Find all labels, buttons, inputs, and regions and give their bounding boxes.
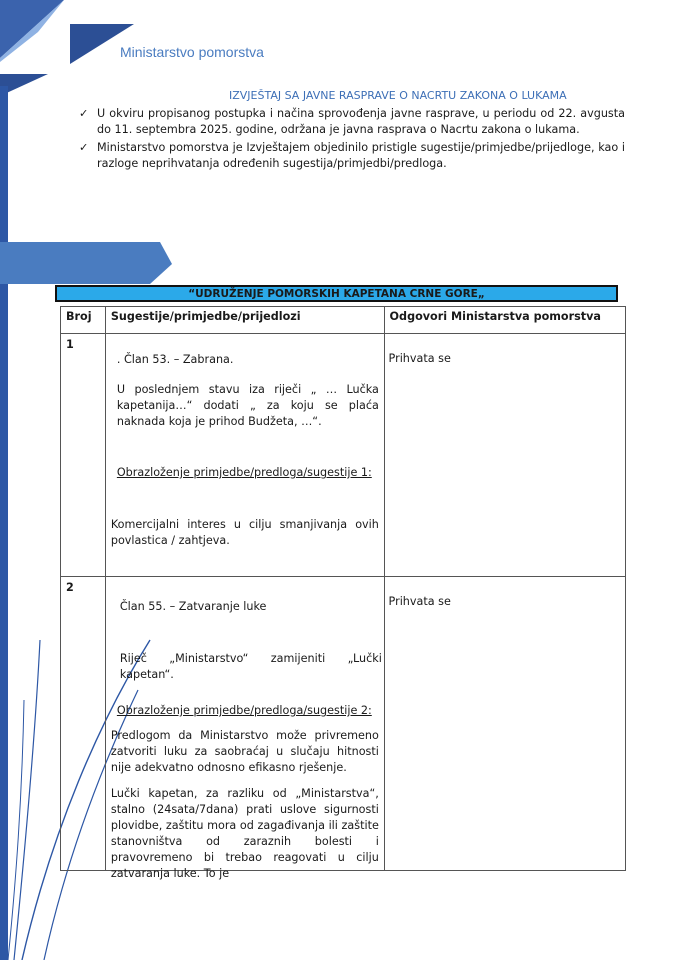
intro-item [79, 140, 625, 172]
suggestions-table [60, 306, 626, 880]
intro-list [79, 106, 625, 174]
answer-cell: Prihvata se [384, 334, 625, 577]
organization-banner: “UDRUŽENJE POMORSKIH KAPETANA CRNE GORE„ [55, 285, 618, 302]
suggestion-text: Riječ „Ministarstvo“ zamijeniti „Lučki kapetan“. [119, 652, 382, 681]
suggestion-cell [105, 577, 384, 880]
answer-cell: Prihvata se [384, 577, 625, 871]
intro-text: Ministarstvo pomorstva je Izvještajem objedinilo pristigle sugestije/primjedbe/prijedloge, kao i razloge neprihvatanja određenih sugestija/primjedbi/predloga. [97, 141, 625, 170]
reason-label: Obrazloženje primjedbe/predloga/sugestije 2: [116, 704, 372, 717]
intro-text: U okviru propisanog postupka i načina sprovođenja javne rasprave, u periodu od 22. avgusta do 11. septembra 2025. godine, održana je javna rasprava o Nacrtu zakona o lukama. [97, 107, 625, 136]
suggestion-text: U poslednjem stavu iza riječi „ … Lučka kapetanija…“ dodati „ za koju se plaća naknada koja je prihod Budžeta, …“. [116, 383, 379, 428]
ministry-name: Ministarstvo pomorstva [120, 44, 264, 60]
article-ref: . Član 53. – Zabrana. [116, 353, 234, 366]
table-row [61, 577, 626, 871]
column-header-suggestion: Sugestije/primjedbe/prijedlozi [105, 307, 384, 334]
intro-item [79, 106, 625, 138]
row-number: 2 [61, 577, 106, 871]
report-title: IZVJEŠTAJ SA JAVNE RASPRAVE O NACRTU ZAKONA O LUKAMA [229, 89, 567, 102]
column-header-answer: Odgovori Ministarstva pomorstva [384, 307, 625, 334]
table-row [61, 334, 626, 577]
article-ref: Član 55. – Zatvaranje luke [119, 600, 267, 613]
checkmark-icon: ✓ [79, 141, 89, 154]
reason-text: Predlogom da Ministarstvo može privremeno zatvoriti luku za saobraćaj u slučaju hitnosti nije adekvatno odnosno efikasno rješenje. [110, 729, 379, 774]
row-number: 1 [61, 334, 106, 577]
reason-text-continued: Lučki kapetan, za razliku od „Ministarstva“, stalno (24sata/7dana) prati uslove sigurnosti plovidbe, zaštitu mora od zagađivanja ili zaštite stanovništva od zaraznih bolesti i pravovremeno bi trebao reagovati u cilju zatvaranja luke. To je [110, 787, 379, 880]
suggestion-cell [105, 334, 384, 577]
checkmark-icon: ✓ [79, 107, 89, 120]
table-header-row [61, 307, 626, 334]
reason-text: Komercijalni interes u cilju smanjivanja ovih povlastica / zahtjeva. [110, 518, 379, 547]
column-header-num: Broj [61, 307, 106, 334]
reason-label: Obrazloženje primjedbe/predloga/sugestije 1: [116, 466, 372, 479]
